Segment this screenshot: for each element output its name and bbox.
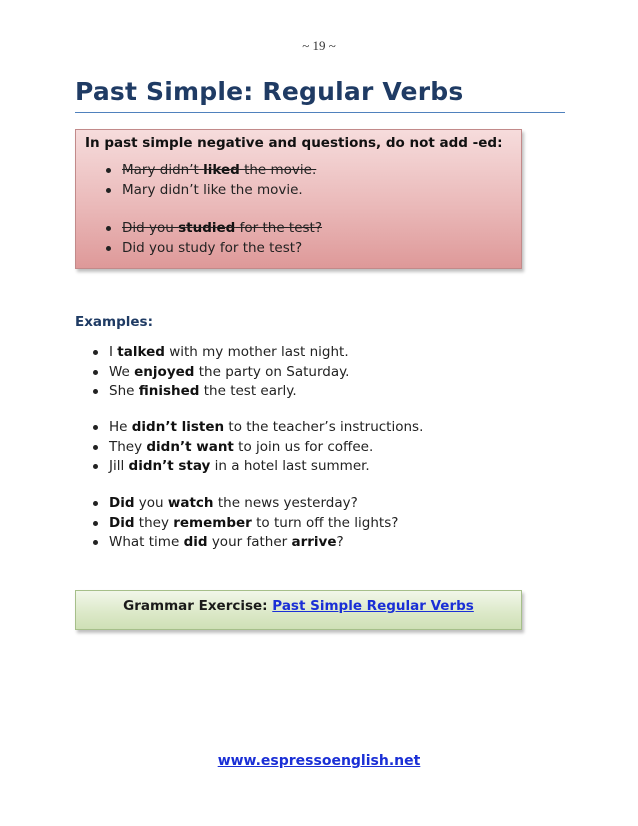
sentence-part: to the teacher’s instructions.: [224, 419, 424, 435]
incorrect-example: [104, 161, 316, 181]
verb: didn’t stay: [128, 458, 211, 474]
rule-example-list-2: [104, 219, 322, 258]
sentence-part: What time: [109, 534, 184, 550]
rule-callout-box: [75, 129, 522, 269]
incorrect-verb: studied: [178, 220, 236, 236]
verb: arrive: [291, 534, 337, 550]
exercise-label: Grammar Exercise:: [123, 598, 273, 614]
list-item: [91, 494, 398, 514]
sentence-part: ?: [336, 534, 344, 550]
sentence-part: they: [134, 514, 174, 531]
page-title: Past Simple: Regular Verbs: [75, 77, 464, 106]
sentence-part: the news yesterday?: [213, 495, 358, 511]
title-underline: [75, 112, 565, 113]
exercise-link[interactable]: Past Simple Regular Verbs: [272, 598, 474, 614]
bullet-icon: [93, 350, 98, 355]
sentence-part: Did you: [122, 220, 179, 236]
list-item: [91, 363, 349, 383]
correct-sentence: Mary didn’t like the movie.: [122, 181, 303, 198]
list-item: [91, 438, 423, 458]
verb: talked: [117, 344, 165, 360]
correct-sentence: Did you study for the test?: [122, 239, 303, 256]
exercise-callout-box: [75, 590, 522, 630]
bullet-icon: [93, 540, 98, 545]
auxiliary: Did: [109, 514, 135, 531]
bullet-icon: [93, 521, 98, 526]
sentence-part: to join us for coffee.: [233, 438, 374, 455]
verb: finished: [138, 383, 200, 399]
list-item: [91, 382, 349, 402]
sentence-part: Mary didn’t: [122, 162, 204, 178]
sentence-part: She: [109, 383, 139, 399]
sentence-part: I: [109, 344, 118, 360]
sentence-part: They: [109, 438, 147, 455]
bullet-icon: [93, 425, 98, 430]
verb: enjoyed: [134, 363, 195, 380]
verb: watch: [167, 495, 214, 511]
bullet-icon: [93, 464, 98, 469]
sentence-part: in a hotel last summer.: [210, 458, 370, 474]
list-item: [91, 343, 349, 363]
struck-sentence: [122, 162, 316, 178]
exercise-line: [76, 598, 521, 614]
verb: didn’t listen: [131, 419, 225, 435]
struck-sentence: [122, 220, 322, 236]
sentence-part: the movie.: [239, 162, 317, 178]
rule-heading: In past simple negative and questions, do not add -ed:: [85, 135, 503, 151]
verb: remember: [173, 514, 252, 531]
bullet-icon: [93, 370, 98, 375]
bullet-icon: [106, 188, 111, 193]
page-number: ~ 19 ~: [302, 38, 336, 53]
sentence-part: you: [134, 495, 168, 511]
sentence-part: Jill: [109, 458, 129, 474]
bullet-icon: [106, 246, 111, 251]
website-link[interactable]: www.espressoenglish.net: [217, 753, 421, 769]
rule-example-list-1: [104, 161, 316, 200]
sentence-part: He: [109, 419, 132, 435]
affirmative-examples-list: [91, 343, 349, 402]
sentence-part: your father: [207, 534, 292, 550]
auxiliary: Did: [109, 495, 135, 511]
sentence-part: for the test?: [235, 220, 323, 236]
verb: didn’t want: [146, 438, 234, 455]
list-item: [91, 514, 398, 534]
bullet-icon: [106, 168, 111, 173]
question-examples-list: [91, 494, 398, 553]
negative-examples-list: [91, 418, 423, 477]
list-item: [91, 457, 423, 477]
sentence-part: the test early.: [199, 383, 297, 399]
sentence-part: to turn off the lights?: [251, 514, 399, 531]
list-item: [91, 533, 398, 553]
sentence-part: with my mother last night.: [164, 344, 349, 360]
bullet-icon: [106, 226, 111, 231]
incorrect-example: [104, 219, 322, 239]
list-item: [91, 418, 423, 438]
bullet-icon: [93, 501, 98, 506]
bullet-icon: [93, 389, 98, 394]
correct-example: [104, 181, 316, 201]
sentence-part: the party on Saturday.: [194, 363, 350, 380]
correct-example: [104, 239, 322, 259]
sentence-part: We: [109, 363, 135, 380]
bullet-icon: [93, 445, 98, 450]
auxiliary: did: [183, 534, 208, 550]
incorrect-verb: liked: [203, 162, 240, 178]
examples-heading: Examples:: [75, 314, 153, 330]
